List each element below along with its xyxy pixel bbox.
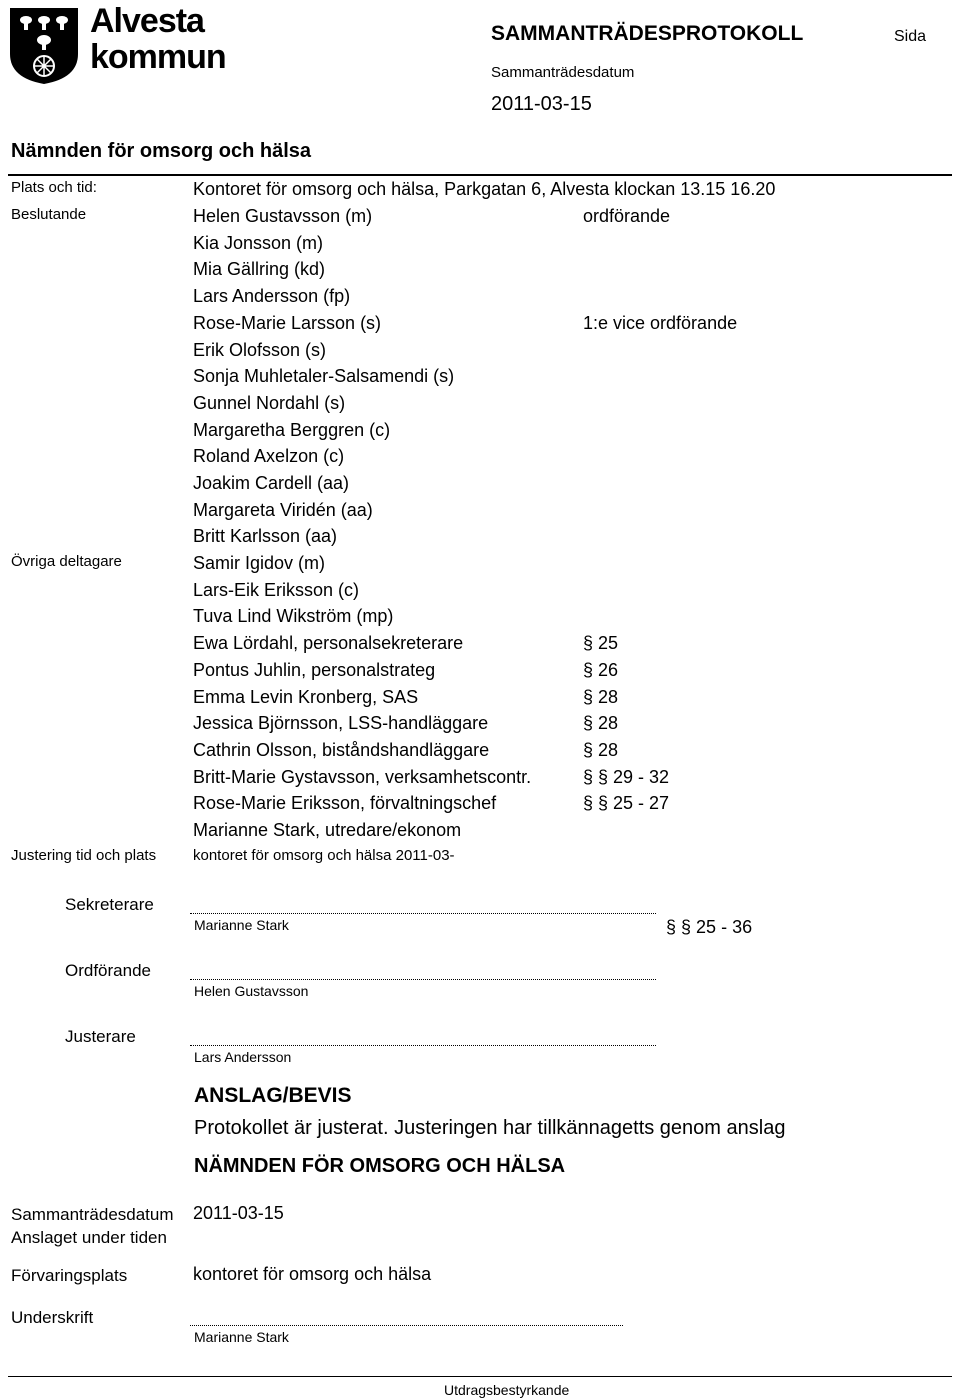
member-name: Britt Karlsson (aa) — [193, 526, 338, 547]
participant-row — [193, 606, 753, 633]
member-name: Sonja Muhletaler-Salsamendi (s) — [193, 366, 455, 387]
member-name: Margaretha Berggren (c) — [193, 419, 391, 440]
participant-name: Emma Levin Kronberg, SAS — [193, 686, 419, 707]
participant-row — [193, 553, 753, 580]
participant-paragraph-ref — [583, 713, 618, 733]
member-name: Margareta Viridén (aa) — [193, 499, 373, 520]
notice-board: NÄMNDEN FÖR OMSORG OCH HÄLSA — [194, 1155, 566, 1177]
chair-signature-line — [190, 979, 656, 980]
storage-value: kontoret för omsorg och hälsa — [193, 1264, 432, 1284]
participant-ref: 25 - 27 — [613, 793, 670, 814]
participant-ref: 26 — [598, 659, 619, 680]
place-label: Plats och tid: — [11, 179, 97, 196]
decision-makers-label: Beslutande — [11, 206, 87, 223]
paragraph-sign-icon: § — [583, 659, 599, 680]
member-name: Joakim Cardell (aa) — [193, 473, 350, 493]
notice-text: Protokollet är justerat. Justeringen har tillkännagetts genom anslag — [194, 1117, 786, 1139]
participant-row — [193, 633, 753, 660]
member-name: Roland Axelzon (c) — [193, 446, 345, 467]
decision-maker-row — [193, 446, 753, 473]
participant-name: Marianne Stark, utredare/ekonom — [193, 820, 462, 840]
member-name: Lars Andersson (fp) — [193, 286, 351, 307]
participant-ref: 28 — [598, 686, 619, 707]
posted-label: Anslaget under tiden — [11, 1228, 167, 1247]
participant-ref: 28 — [598, 713, 619, 734]
other-participants-label: Övriga deltagare — [11, 553, 122, 570]
logo-line-1: Alvesta — [90, 2, 204, 40]
paragraph-sign-icon: § § — [583, 766, 614, 787]
chair-label: Ordförande — [65, 961, 151, 980]
participant-name: Lars-Eik Eriksson (c) — [193, 579, 360, 600]
participant-ref: 29 - 32 — [613, 766, 670, 787]
paragraph-sign-icon: § — [583, 739, 599, 760]
participant-name: Pontus Juhlin, personalstrateg — [193, 659, 436, 680]
member-role: ordförande — [583, 206, 671, 226]
secretary-label: Sekreterare — [65, 895, 154, 914]
secretary-signature-line — [190, 913, 656, 914]
notice-title: ANSLAG/BEVIS — [194, 1084, 352, 1107]
member-name: Erik Olofsson (s) — [193, 339, 327, 360]
decision-maker-row — [193, 286, 753, 313]
adjustment-value: kontoret för omsorg och hälsa 2011-03- — [193, 847, 455, 864]
paragraph-sign-icon: § — [583, 633, 599, 654]
member-name: Kia Jonsson (m) — [193, 232, 324, 253]
participant-paragraph-ref — [583, 767, 669, 787]
storage-label: Förvaringsplats — [11, 1266, 128, 1285]
participant-paragraph-ref — [583, 660, 618, 680]
logo-line-2: kommun — [90, 38, 226, 76]
participant-paragraph-ref — [583, 793, 669, 813]
paragraph-sign-icon: § — [583, 686, 599, 707]
decision-maker-row — [193, 233, 753, 260]
header-divider — [8, 174, 952, 176]
chair-name: Helen Gustavsson — [194, 983, 309, 999]
decision-maker-row — [193, 313, 753, 340]
secretary-paragraph-ref — [666, 917, 752, 938]
participant-row — [193, 580, 753, 607]
secretary-ref: 25 - 36 — [696, 917, 753, 937]
participant-name: Samir Igidov (m) — [193, 553, 326, 573]
secretary-name: Marianne Stark — [194, 917, 289, 933]
meeting-date: 2011-03-15 — [491, 93, 592, 115]
participant-name: Jessica Björnsson, LSS-handläggare — [193, 713, 489, 734]
decision-maker-row — [193, 366, 753, 393]
participant-name: Tuva Lind Wikström (mp) — [193, 606, 394, 627]
adjustment-label: Justering tid och plats — [11, 847, 157, 864]
meeting-date-label: Sammanträdesdatum — [491, 64, 635, 81]
participant-name: Britt-Marie Gystavsson, verksamhetscontr. — [193, 766, 532, 787]
page-label: Sida — [894, 28, 927, 45]
paragraph-sign-icon: § § — [583, 793, 614, 814]
footer-signature-name: Marianne Stark — [194, 1329, 289, 1345]
decision-maker-row — [193, 526, 753, 553]
place-value: Kontoret för omsorg och hälsa, Parkgatan 6, Alvesta klockan 13.15 16.20 — [193, 179, 776, 199]
coat-of-arms-icon — [8, 6, 80, 86]
decision-maker-row — [193, 259, 753, 286]
adjuster-label: Justerare — [65, 1027, 136, 1046]
member-name: Gunnel Nordahl (s) — [193, 392, 346, 413]
footer-meeting-date-value: 2011-03-15 — [193, 1203, 284, 1223]
member-role: 1:e vice ordförande — [583, 312, 738, 333]
participant-row — [193, 660, 753, 687]
footer-signature-line — [190, 1325, 623, 1326]
paragraph-sign-icon: § — [583, 713, 599, 734]
board-title: Nämnden för omsorg och hälsa — [11, 140, 312, 162]
footer-meeting-date-label: Sammanträdesdatum — [11, 1205, 174, 1224]
decision-maker-row — [193, 393, 753, 420]
signature-label: Underskrift — [11, 1308, 94, 1327]
participant-row — [193, 767, 753, 794]
adjuster-signature-line — [190, 1045, 656, 1046]
participant-ref: 28 — [598, 739, 619, 760]
decision-maker-row — [193, 206, 753, 233]
member-name: Mia Gällring (kd) — [193, 259, 326, 280]
participant-row — [193, 713, 753, 740]
municipality-logo — [8, 2, 248, 86]
participant-row — [193, 687, 753, 714]
participant-paragraph-ref — [583, 633, 618, 653]
decision-maker-row — [193, 420, 753, 447]
participant-paragraph-ref — [583, 740, 618, 760]
participant-ref: 25 — [598, 633, 619, 654]
member-name: Helen Gustavsson (m) — [193, 206, 373, 226]
participant-paragraph-ref — [583, 687, 618, 707]
participant-row — [193, 740, 753, 767]
decision-maker-row — [193, 340, 753, 367]
document-type: SAMMANTRÄDESPROTOKOLL — [491, 22, 804, 45]
participant-row — [193, 793, 753, 820]
paragraph-sign-icon: § § — [666, 917, 692, 937]
decision-maker-row — [193, 473, 753, 500]
participant-name: Cathrin Olsson, biståndshandläggare — [193, 739, 490, 760]
extract-label: Utdragsbestyrkande — [444, 1382, 570, 1398]
participant-name: Ewa Lördahl, personalsekreterare — [193, 633, 464, 654]
participant-row — [193, 820, 753, 847]
decision-maker-row — [193, 500, 753, 527]
participant-name: Rose-Marie Eriksson, förvaltningschef — [193, 793, 497, 814]
member-name: Rose-Marie Larsson (s) — [193, 312, 382, 333]
adjuster-name: Lars Andersson — [194, 1049, 292, 1065]
